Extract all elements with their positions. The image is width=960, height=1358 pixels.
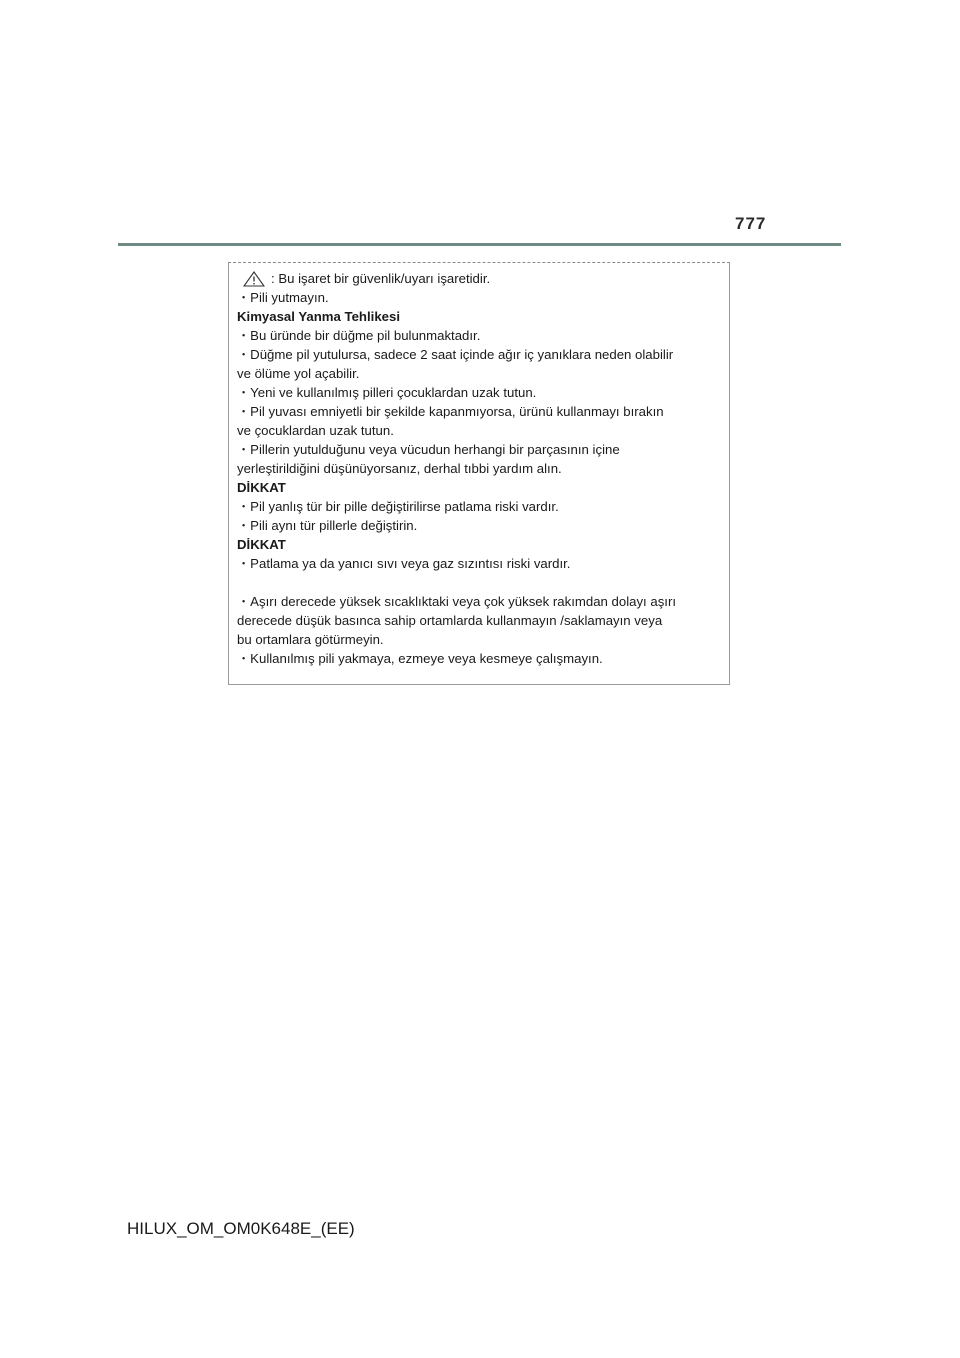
- notice-line: ・Düğme pil yutulursa, sadece 2 saat içinde ağır iç yanıklara neden olabilir: [237, 347, 674, 362]
- warning-triangle-icon: [243, 271, 265, 287]
- chemical-burn-heading: Kimyasal Yanma Tehlikesi: [237, 309, 400, 324]
- notice-line: ・Pil yanlış tür bir pille değiştirilirse patlama riski vardır.: [237, 499, 559, 514]
- notice-line: ・Bu üründe bir düğme pil bulunmaktadır.: [237, 328, 481, 343]
- notice-line: ・Pili aynı tür pillerle değiştirin.: [237, 518, 418, 533]
- notice-line: ・Pili yutmayın.: [237, 290, 329, 305]
- header-rule: [118, 243, 841, 246]
- notice-line: ・Aşırı derecede yüksek sıcaklıktaki veya çok yüksek rakımdan dolayı aşırı: [237, 594, 677, 609]
- notice-line: ・Patlama ya da yanıcı sıvı veya gaz sızıntısı riski vardır.: [237, 556, 571, 571]
- blank-line: [237, 573, 721, 592]
- page-number: 777: [735, 214, 767, 233]
- caution-heading: DİKKAT: [237, 480, 286, 495]
- notice-line: ・Yeni ve kullanılmış pilleri çocuklardan uzak tutun.: [237, 385, 537, 400]
- caution-heading: DİKKAT: [237, 537, 286, 552]
- notice-line: derecede düşük basınca sahip ortamlarda kullanmayın /saklamayın veya: [237, 613, 663, 628]
- notice-line: ・Pil yuvası emniyetli bir şekilde kapanmıyorsa, ürünü kullanmayı bırakın: [237, 404, 664, 419]
- document-code: HILUX_OM_OM0K648E_(EE): [127, 1219, 355, 1238]
- battery-warning-box: [228, 262, 730, 685]
- warning-intro-line: [237, 269, 721, 288]
- notice-line: yerleştirildiğini düşünüyorsanız, derhal tıbbi yardım alın.: [237, 461, 562, 476]
- notice-line: bu ortamlara götürmeyin.: [237, 632, 384, 647]
- notice-line: ・Kullanılmış pili yakmaya, ezmeye veya kesmeye çalışmayın.: [237, 651, 603, 666]
- notice-line: ve çocuklardan uzak tutun.: [237, 423, 394, 438]
- notice-line: ve ölüme yol açabilir.: [237, 366, 360, 381]
- warning-intro-text: : Bu işaret bir güvenlik/uyarı işaretidir.: [271, 271, 491, 286]
- notice-line: ・Pillerin yutulduğunu veya vücudun herhangi bir parçasının içine: [237, 442, 620, 457]
